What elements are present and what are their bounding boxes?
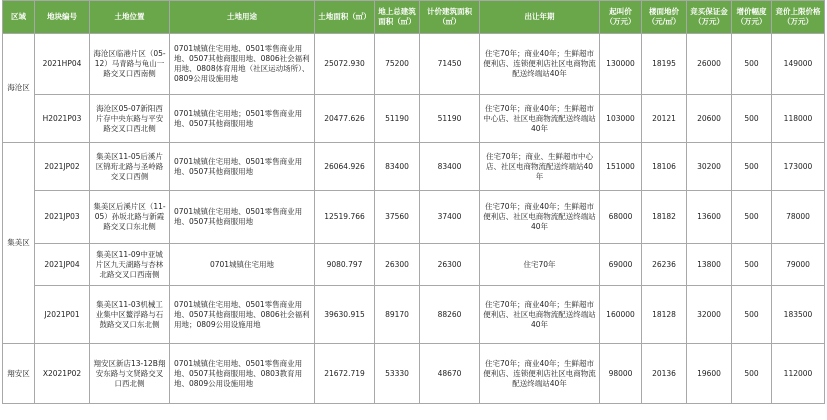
start-price-cell: 160000 (600, 286, 642, 344)
start-price-cell: 103000 (600, 95, 642, 143)
floor-price-cell: 26236 (642, 244, 687, 286)
header-term: 出让年期 (480, 1, 600, 34)
cap-cell: 79000 (772, 244, 825, 286)
deposit-cell: 19600 (687, 344, 732, 404)
increment-cell: 500 (732, 344, 772, 404)
header-location: 土地位置 (90, 1, 170, 34)
usage-cell: 0701城镇住宅用地、0501零售商业用地、0507其他商服用地、0806社会福利用地；0809公用设施用地 (170, 286, 315, 344)
above-area-cell: 53330 (375, 344, 420, 404)
priced-area-cell: 51190 (420, 95, 480, 143)
code-cell: H2021P03 (35, 95, 90, 143)
table-row (3, 95, 825, 143)
table-row (3, 34, 825, 95)
table-row (3, 344, 825, 404)
usage-cell: 0701城镇住宅用地、0501零售商业用地、0507其他商服用地 (170, 191, 315, 244)
code-cell: 2021JP03 (35, 191, 90, 244)
increment-cell: 500 (732, 244, 772, 286)
location-cell: 海沧区05-07新阳西片存中央东路与平安路交叉口西北侧 (90, 95, 170, 143)
priced-area-cell: 26300 (420, 244, 480, 286)
increment-cell: 500 (732, 95, 772, 143)
region-cell: 翔安区 (3, 344, 35, 404)
code-cell: J2021P01 (35, 286, 90, 344)
location-cell: 集美区后溪片区（11-05）孙坂北路与新霞路交叉口东北侧 (90, 191, 170, 244)
start-price-cell: 151000 (600, 143, 642, 191)
code-cell: 2021JP02 (35, 143, 90, 191)
usage-cell: 0701城镇住宅用地 (170, 244, 315, 286)
location-cell: 集美区11-05后溪片区锦珩北路与圣岭路交叉口西侧 (90, 143, 170, 191)
term-cell: 住宅70年；商业40年；生鲜超市便利店、社区电商物流配送终端站40年 (480, 286, 600, 344)
header-region: 区域 (3, 1, 35, 34)
term-cell: 住宅70年；商业40年；生鲜超市便利店、连锁便利店社区电商物流配送终端站40年 (480, 344, 600, 404)
region-cell: 海沧区 (3, 34, 35, 143)
table-row (3, 143, 825, 191)
term-cell: 住宅70年 (480, 244, 600, 286)
header-area: 土地面积（㎡） (315, 1, 375, 34)
increment-cell: 500 (732, 143, 772, 191)
area-cell: 39630.915 (315, 286, 375, 344)
priced-area-cell: 48670 (420, 344, 480, 404)
term-cell: 住宅70年；商业40年；生鲜超市便利店、连锁便利店社区电商物流配送终端站40年 (480, 34, 600, 95)
usage-cell: 0701城镇住宅用地、0501零售商业用地、0507其他商服用地 (170, 143, 315, 191)
floor-price-cell: 20121 (642, 95, 687, 143)
start-price-cell: 69000 (600, 244, 642, 286)
above-area-cell: 37560 (375, 191, 420, 244)
table-row (3, 244, 825, 286)
header-usage: 土地用途 (170, 1, 315, 34)
deposit-cell: 13600 (687, 191, 732, 244)
area-cell: 20477.626 (315, 95, 375, 143)
priced-area-cell: 37400 (420, 191, 480, 244)
usage-cell: 0701城镇住宅用地；0501零售商业用地、0507其他商服用地 (170, 95, 315, 143)
area-cell: 12519.766 (315, 191, 375, 244)
deposit-cell: 26000 (687, 34, 732, 95)
floor-price-cell: 20136 (642, 344, 687, 404)
floor-price-cell: 18106 (642, 143, 687, 191)
table-row (3, 191, 825, 244)
location-cell: 翔安区新店13-12B翔安东路与文贤路交叉口西北侧 (90, 344, 170, 404)
cap-cell: 183500 (772, 286, 825, 344)
area-cell: 21672.719 (315, 344, 375, 404)
header-start-price: 起叫价（万元） (600, 1, 642, 34)
location-cell: 海沧区临港片区（05-12）马青路与龟山一路交叉口西南侧 (90, 34, 170, 95)
term-cell: 住宅70年；商业40年；生鲜超市便利店、社区电商物流配送终端站40年 (480, 191, 600, 244)
floor-price-cell: 18195 (642, 34, 687, 95)
cap-cell: 149000 (772, 34, 825, 95)
header-above-area: 地上总建筑面积（㎡） (375, 1, 420, 34)
table-row (3, 286, 825, 344)
usage-cell: 0701城镇住宅用地、0501零售商业用地、0507其他商服用地、0803教育用地、0809公用设施用地 (170, 344, 315, 404)
header-row (3, 1, 825, 34)
header-deposit: 竞买保证金（万元） (687, 1, 732, 34)
header-floor-price: 楼面地价（元/㎡） (642, 1, 687, 34)
above-area-cell: 26300 (375, 244, 420, 286)
increment-cell: 500 (732, 191, 772, 244)
start-price-cell: 98000 (600, 344, 642, 404)
term-cell: 住宅70年；商业、生鲜超市中心店、社区电商物流配送终端站40年 (480, 143, 600, 191)
priced-area-cell: 88260 (420, 286, 480, 344)
header-increment: 增价幅度（万元） (732, 1, 772, 34)
header-priced-area: 计价建筑面积（㎡） (420, 1, 480, 34)
usage-cell: 0701城镇住宅用地、0501零售商业用地、0507其他商服用地、0806社会福利用地、0808体育用地（社区运动场所）、0809公用设施用地 (170, 34, 315, 95)
deposit-cell: 32000 (687, 286, 732, 344)
increment-cell: 500 (732, 34, 772, 95)
code-cell: 2021HP04 (35, 34, 90, 95)
floor-price-cell: 18128 (642, 286, 687, 344)
land-auction-table (2, 0, 825, 404)
start-price-cell: 130000 (600, 34, 642, 95)
above-area-cell: 51190 (375, 95, 420, 143)
area-cell: 25072.930 (315, 34, 375, 95)
location-cell: 集美区11-09中亚城片区九天湖路与杏林北路交叉口西南侧 (90, 244, 170, 286)
region-cell: 集美区 (3, 143, 35, 344)
deposit-cell: 13800 (687, 244, 732, 286)
cap-cell: 118000 (772, 95, 825, 143)
deposit-cell: 20600 (687, 95, 732, 143)
cap-cell: 78000 (772, 191, 825, 244)
cap-cell: 112000 (772, 344, 825, 404)
floor-price-cell: 18182 (642, 191, 687, 244)
deposit-cell: 30200 (687, 143, 732, 191)
header-code: 地块编号 (35, 1, 90, 34)
area-cell: 26064.926 (315, 143, 375, 191)
term-cell: 住宅70年；商业40年；生鲜超市中心店、社区电商物流配送终端站40年 (480, 95, 600, 143)
priced-area-cell: 71450 (420, 34, 480, 95)
above-area-cell: 75200 (375, 34, 420, 95)
header-cap: 竞价上限价格（万元） (772, 1, 825, 34)
code-cell: X2021P02 (35, 344, 90, 404)
start-price-cell: 68000 (600, 191, 642, 244)
above-area-cell: 83400 (375, 143, 420, 191)
code-cell: 2021JP04 (35, 244, 90, 286)
priced-area-cell: 83400 (420, 143, 480, 191)
above-area-cell: 89170 (375, 286, 420, 344)
location-cell: 集美区11-03机械工业集中区鳌浮路与石鼓路交叉口东北侧 (90, 286, 170, 344)
area-cell: 9080.797 (315, 244, 375, 286)
increment-cell: 500 (732, 286, 772, 344)
cap-cell: 173000 (772, 143, 825, 191)
